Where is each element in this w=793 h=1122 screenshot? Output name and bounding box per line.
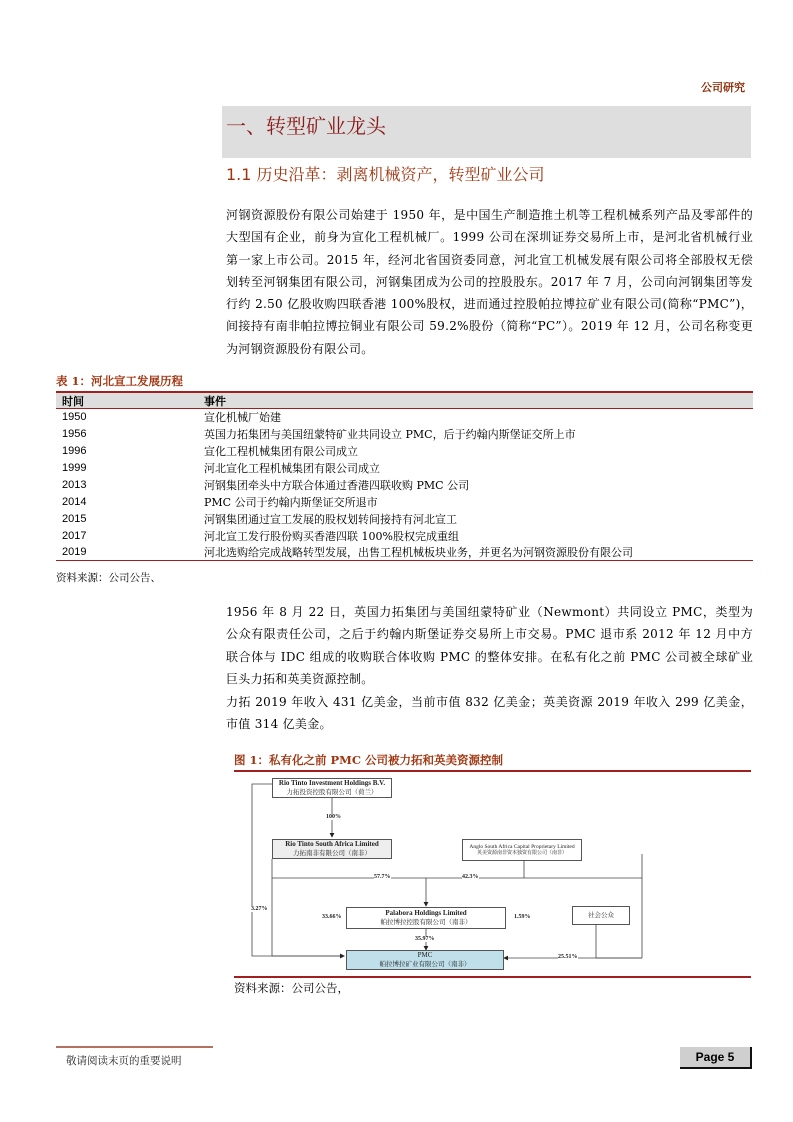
box-anglo-south-africa bbox=[462, 839, 582, 861]
box-label-en: PMC bbox=[417, 951, 433, 959]
cell-event: 河北宣化工程机械集团有限公司成立 bbox=[204, 462, 380, 476]
box-label-en: Rio Tinto South Africa Limited bbox=[285, 840, 379, 848]
page-number-badge: Page 5 bbox=[680, 1047, 752, 1069]
figure-title: 图 1：私有化之前 PMC 公司被力拓和英美资源控制 bbox=[234, 753, 504, 767]
footer-rule bbox=[56, 1046, 213, 1048]
header-time: 时间 bbox=[62, 394, 84, 408]
cell-year: 1999 bbox=[62, 462, 87, 475]
cell-year: 2015 bbox=[62, 512, 87, 525]
box-rio-tinto-investment bbox=[272, 778, 392, 798]
subsection-heading: 1.1 历史沿革：剥离机械资产，转型矿业公司 bbox=[226, 165, 545, 184]
cell-event: 英国力拓集团与美国纽蒙特矿业共同设立 PMC，后于约翰内斯堡证交所上市 bbox=[204, 428, 576, 442]
edge-label-42-3: 42.3% bbox=[462, 874, 479, 880]
box-palabora-holdings bbox=[346, 907, 506, 929]
box-label-en: Rio Tinto Investment Holdings B.V. bbox=[278, 779, 386, 787]
cell-event: 河北选购给完成战略转型发展，出售工程机械板块业务，并更名为河钢资源股份有限公司 bbox=[204, 546, 633, 560]
box-label-zh: 帕拉博拉控股有限公司（南非） bbox=[380, 918, 472, 926]
cell-year: 1956 bbox=[62, 428, 87, 441]
cell-year: 2014 bbox=[62, 495, 87, 508]
header-event: 事件 bbox=[204, 394, 226, 408]
connector-lines bbox=[234, 772, 751, 976]
table-title: 表 1：河北宣工发展历程 bbox=[56, 374, 184, 388]
edge-label-3-27: 3.27% bbox=[251, 906, 268, 912]
table-row bbox=[56, 510, 753, 527]
table-row bbox=[56, 443, 753, 460]
table-row bbox=[56, 544, 753, 561]
table-row bbox=[56, 460, 753, 477]
box-rio-tinto-south-africa bbox=[272, 839, 392, 859]
ownership-diagram bbox=[234, 772, 751, 976]
box-label-zh: 社会公众 bbox=[588, 911, 614, 919]
edge-label-33-66: 33.66% bbox=[322, 914, 342, 920]
edge-label-35-97: 35.97% bbox=[415, 936, 435, 942]
cell-year: 1950 bbox=[62, 411, 87, 424]
paragraph-revenue: 力拓 2019 年收入 431 亿美金，当前市值 832 亿美金；英美资源 2019 年收入 299 亿美金，市值 314 亿美金。 bbox=[226, 695, 753, 732]
box-label-zh: 英美资源南非资本独资有限公司（南非） bbox=[476, 850, 567, 856]
cell-event: 河北宣工发行股份购买香港四联 100%股权完成重组 bbox=[204, 529, 459, 543]
cell-year: 2017 bbox=[62, 529, 87, 542]
table-header bbox=[56, 393, 753, 409]
report-category-tag: 公司研究 bbox=[701, 81, 745, 94]
figure-source-note: 资料来源：公司公告， bbox=[234, 981, 349, 995]
edge-label-57-7: 57.7% bbox=[374, 874, 391, 880]
box-label-en: Palabora Holdings Limited bbox=[385, 909, 467, 917]
cell-year: 2019 bbox=[62, 546, 87, 559]
box-label-zh: 力拓南非有限公司（南非） bbox=[293, 849, 371, 857]
edge-label-1-59: 1.59% bbox=[514, 914, 531, 920]
cell-event: 宣化机械厂始建 bbox=[204, 411, 281, 425]
cell-year: 2013 bbox=[62, 479, 87, 491]
section-heading: 一、转型矿业龙头 bbox=[226, 114, 386, 138]
cell-year: 1996 bbox=[62, 445, 87, 458]
table-row bbox=[56, 527, 753, 544]
table-row bbox=[56, 493, 753, 510]
box-pmc bbox=[346, 950, 504, 970]
cell-event: 宣化工程机械集团有限公司成立 bbox=[204, 445, 358, 459]
cell-event: PMC 公司于约翰内斯堡证交所退市 bbox=[204, 495, 378, 509]
figure-bottom-rule bbox=[234, 976, 751, 978]
box-public-shareholders bbox=[572, 906, 630, 925]
box-label-en: Anglo South Africa Capital Proprietary Limited bbox=[469, 843, 575, 850]
table-row bbox=[56, 409, 753, 426]
table-row bbox=[56, 477, 753, 494]
history-table bbox=[56, 391, 753, 561]
paragraph-pmc: 1956 年 8 月 22 日，英国力拓集团与美国纽蒙特矿业（Newmont）共同设立 PMC，类型为公众有限责任公司，之后于约翰内斯堡证券交易所上市交易。PMC 退市系 2012 年 12 月中方联合体与 IDC 组成的收购联合体收购 PMC 的整体安排。在私有化之前 PMC 公司被全球矿业巨头力拓和英美资源控制。 bbox=[226, 605, 753, 686]
table-row bbox=[56, 426, 753, 443]
box-label-zh: 帕拉博拉矿业有限公司（南非） bbox=[379, 960, 471, 968]
cell-event: 河钢集团通过宣工发展的股权划转间接持有河北宣工 bbox=[204, 512, 457, 526]
footer-disclaimer-notice: 敬请阅读末页的重要说明 bbox=[66, 1055, 182, 1067]
table-source-note: 资料来源：公司公告、 bbox=[56, 572, 161, 584]
edge-label-25-51: 25.51% bbox=[558, 954, 578, 960]
box-label-zh: 力拓投资控股有限公司（荷兰） bbox=[286, 788, 378, 796]
cell-event: 河钢集团牵头中方联合体通过香港四联收购 PMC 公司 bbox=[204, 479, 470, 492]
edge-label-100: 100% bbox=[326, 814, 341, 820]
paragraph-history: 河钢资源股份有限公司始建于 1950 年，是中国生产制造推土机等工程机械系列产品及零部件的大型国有企业，前身为宣化工程机械厂。1999 公司在深圳证券交易所上市，是河北省机械行业第一家上市公司。2015 年，经河北省国资委同意，河北宣工机械发展有限公司将全部股权无偿划转至河钢集团有限公司，河钢集团成为公司的控股股东。2017 年 7 月，公司向河钢集团等发行约 2.50 亿股收购四联香港 100%股权，进而通过控股帕拉博拉矿业有限公司(简称“PMC”)，间接持有南非帕拉博拉铜业有限公司 59.2%股份（简称“PC”）。2019 年 12 月，公司名称变更为河钢资源股份有限公司。 bbox=[226, 208, 753, 356]
